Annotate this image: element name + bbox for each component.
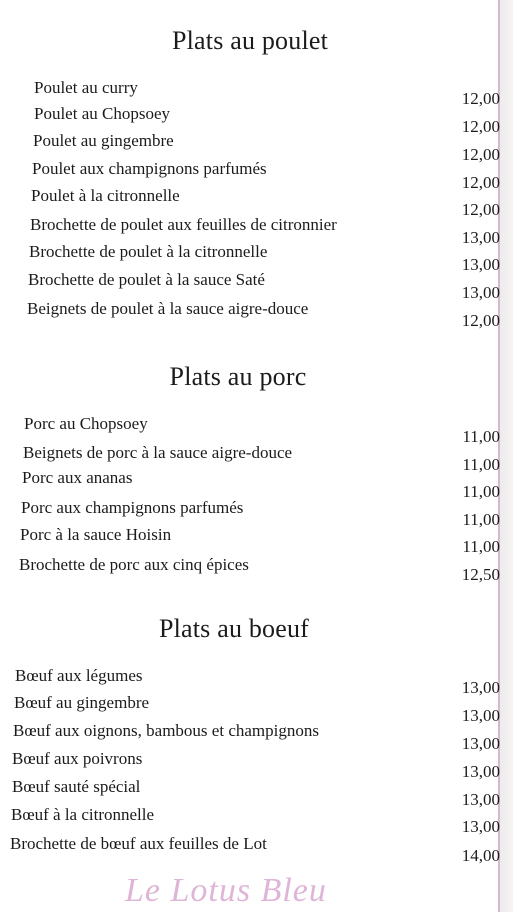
item-price: 13,00 [461,817,500,836]
item-price: 11,00 [462,455,500,474]
menu-item [0,78,500,106]
menu-item [0,777,500,809]
item-price: 13,00 [461,790,500,809]
item-price: 11,00 [462,427,500,446]
item-price: 11,00 [462,510,500,529]
item-name: Bœuf aux oignons, bambous et champignons [13,721,319,740]
menu-item [0,186,500,219]
item-name: Brochette de poulet à la sauce Saté [28,270,265,289]
item-price: 13,00 [461,283,500,302]
item-price: 12,00 [461,117,500,136]
item-name: Brochette de poulet à la citronnelle [29,242,268,261]
menu-item [0,525,500,556]
item-price: 12,00 [461,200,500,219]
item-price: 12,00 [461,173,500,192]
item-name: Bœuf aux poivrons [12,749,143,768]
menu-item [0,159,500,192]
menu-item [0,498,500,529]
section-title: Plats au porc [169,362,307,391]
item-name: Bœuf sauté spécial [12,777,141,796]
item-price: 13,00 [461,734,500,753]
menu-item [0,834,500,865]
item-name: Bœuf à la citronnelle [11,805,155,824]
item-name: Bœuf au gingembre [14,693,150,712]
menu-item [0,242,500,274]
item-name: Poulet au Chopsoey [34,104,170,123]
menu-item [0,104,500,136]
item-price: 13,00 [461,228,500,247]
item-price: 13,00 [461,678,500,697]
menu-item [0,299,500,330]
item-name: Porc au Chopsoey [24,414,148,433]
menu-item [0,666,500,697]
menu-item [0,693,500,725]
item-price: 11,00 [462,482,500,501]
section-title: Plats au poulet [171,26,329,55]
menu-item [0,805,500,836]
item-price: 14,00 [461,846,500,865]
menu-item [0,555,500,583]
menu-item [0,131,500,164]
menu-item [0,270,500,302]
item-price: 12,00 [461,89,500,108]
item-name: Poulet au curry [34,78,138,97]
item-name: Brochette de poulet aux feuilles de citronnier [30,215,337,234]
item-name: Brochette de porc aux cinq épices [19,555,249,574]
menu-item [0,468,500,501]
item-name: Porc à la sauce Hoisin [20,525,172,544]
item-name: Porc aux champignons parfumés [21,498,244,517]
menu-item [0,414,500,446]
menu-item [0,749,500,781]
item-name: Beignets de porc à la sauce aigre-douce [23,443,293,462]
item-name: Bœuf aux légumes [15,666,143,685]
item-price: 13,00 [461,255,500,274]
item-name: Poulet au gingembre [33,131,174,150]
section-title: Plats au boeuf [158,614,310,643]
item-price: 12,00 [461,145,500,164]
item-price: 12,50 [461,565,500,584]
page-edge-shadow [500,0,513,912]
item-name: Poulet aux champignons parfumés [32,159,267,178]
item-price: 11,00 [462,537,500,556]
item-name: Brochette de bœuf aux feuilles de Lot [10,834,267,853]
restaurant-logo: Le Lotus Bleu [125,872,327,909]
item-name: Porc aux ananas [22,468,133,487]
menu-item [0,215,500,247]
item-name: Beignets de poulet à la sauce aigre-douce [27,299,309,318]
item-price: 12,00 [461,311,500,330]
item-name: Poulet à la citronnelle [31,186,180,205]
item-price: 13,00 [461,706,500,725]
item-price: 13,00 [461,762,500,781]
menu-item [0,721,500,753]
menu-item [0,443,500,474]
